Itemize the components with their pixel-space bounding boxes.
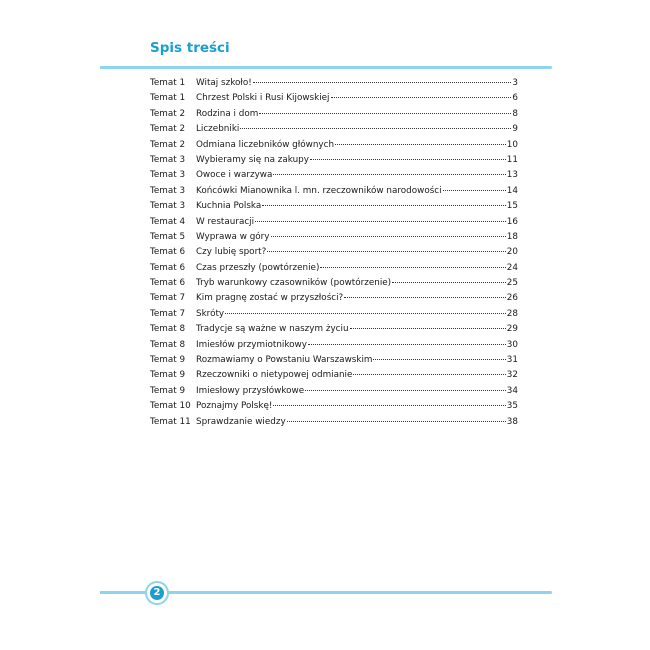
toc-title: Poznajmy Polskę!	[196, 401, 273, 412]
toc-topic: Temat 7	[150, 308, 186, 319]
toc-page: 10	[506, 139, 518, 150]
toc-row[interactable]	[150, 107, 518, 122]
toc-page: 32	[506, 370, 518, 381]
toc-page: 38	[506, 416, 518, 427]
toc-leader	[308, 344, 506, 345]
toc-row[interactable]	[150, 230, 518, 245]
toc-row[interactable]	[150, 368, 518, 383]
toc-leader	[253, 82, 512, 83]
toc-title: Imiesłów przymiotnikowy	[196, 339, 307, 350]
toc-title: Kuchnia Polska	[196, 201, 262, 212]
toc-page: 34	[506, 385, 518, 396]
toc-row[interactable]	[150, 291, 518, 306]
toc-row[interactable]	[150, 276, 518, 291]
toc-page: 18	[506, 231, 518, 242]
toc-page: 14	[506, 185, 518, 196]
toc-topic: Temat 3	[150, 185, 186, 196]
toc-topic: Temat 1	[150, 78, 186, 88]
toc-leader	[273, 405, 505, 406]
toc-row[interactable]	[150, 168, 518, 183]
toc-leader	[335, 144, 506, 145]
toc-page: 15	[506, 201, 518, 212]
toc-leader	[373, 359, 505, 360]
toc-leader	[273, 174, 505, 175]
toc-row[interactable]	[150, 76, 518, 91]
toc-leader	[259, 113, 511, 114]
toc-leader	[353, 374, 505, 375]
toc-leader	[344, 297, 506, 298]
toc-leader	[287, 421, 506, 422]
toc-topic: Temat 7	[150, 293, 186, 304]
toc-page: 8	[512, 108, 518, 119]
toc-row[interactable]	[150, 122, 518, 137]
toc-leader	[255, 221, 506, 222]
toc-row[interactable]	[150, 353, 518, 368]
toc-title: Odmiana liczebników głównych	[196, 139, 335, 150]
toc-topic: Temat 3	[150, 201, 186, 212]
toc-leader	[305, 390, 506, 391]
toc-page: 35	[506, 401, 518, 412]
toc-topic: Temat 9	[150, 355, 186, 366]
toc-row[interactable]	[150, 399, 518, 414]
toc-leader	[320, 267, 505, 268]
toc-page: 28	[506, 308, 518, 319]
toc-leader	[225, 313, 506, 314]
toc-title: Końcówki Mianownika l. mn. rzeczowników narodowości	[196, 185, 442, 196]
page-title: Spis treści	[150, 40, 230, 56]
toc-leader	[262, 205, 506, 206]
toc-leader	[443, 190, 506, 191]
toc-topic: Temat 2	[150, 108, 186, 119]
toc-title: Czy lubię sport?	[196, 247, 267, 258]
toc-title: Liczebniki	[196, 124, 240, 135]
toc-title: Tradycje są ważne w naszym życiu	[196, 324, 349, 335]
toc-title: Imiesłowy przysłówkowe	[196, 385, 305, 396]
toc-page: 3	[512, 78, 518, 88]
toc-title: Wybieramy się na zakupy	[196, 154, 309, 165]
toc-title: Chrzest Polski i Rusi Kijowskiej	[196, 93, 330, 104]
toc-topic: Temat 1	[150, 93, 186, 104]
toc-title: Czas przeszły (powtórzenie)	[196, 262, 320, 273]
toc-title: Kim pragnę zostać w przyszłości?	[196, 293, 344, 304]
toc-topic: Temat 8	[150, 339, 186, 350]
toc-title: Rzeczowniki o nietypowej odmianie	[196, 370, 353, 381]
toc-title: W restauracji	[196, 216, 255, 227]
toc-row[interactable]	[150, 215, 518, 230]
toc-page: 30	[506, 339, 518, 350]
toc-title: Sprawdzanie wiedzy	[196, 416, 286, 427]
toc-topic: Temat 2	[150, 124, 186, 135]
toc-row[interactable]	[150, 245, 518, 260]
page-number: 2	[150, 586, 164, 600]
table-of-contents	[150, 76, 518, 430]
toc-row[interactable]	[150, 138, 518, 153]
toc-topic: Temat 3	[150, 154, 186, 165]
toc-title: Skróty	[196, 308, 225, 319]
toc-title: Rodzina i dom	[196, 108, 259, 119]
toc-title: Witaj szkoło!	[196, 78, 252, 88]
toc-row[interactable]	[150, 153, 518, 168]
toc-leader	[271, 236, 506, 237]
toc-leader	[267, 251, 505, 252]
toc-topic: Temat 6	[150, 278, 186, 289]
toc-row[interactable]	[150, 415, 518, 430]
toc-page: 24	[506, 262, 518, 273]
toc-row[interactable]	[150, 199, 518, 214]
toc-page: 26	[506, 293, 518, 304]
toc-topic: Temat 8	[150, 324, 186, 335]
toc-topic: Temat 9	[150, 370, 186, 381]
toc-topic: Temat 9	[150, 385, 186, 396]
toc-title: Tryb warunkowy czasowników (powtórzenie)	[196, 278, 392, 289]
toc-page: 31	[506, 355, 518, 366]
toc-topic: Temat 5	[150, 231, 186, 242]
toc-leader	[240, 128, 511, 129]
header-rule	[100, 66, 552, 69]
toc-page: 29	[506, 324, 518, 335]
toc-row[interactable]	[150, 91, 518, 106]
toc-topic: Temat 2	[150, 139, 186, 150]
toc-topic: Temat 11	[150, 416, 191, 427]
toc-row[interactable]	[150, 261, 518, 276]
toc-title: Rozmawiamy o Powstaniu Warszawskim	[196, 355, 373, 366]
toc-topic: Temat 3	[150, 170, 186, 181]
toc-row[interactable]	[150, 338, 518, 353]
toc-title: Wyprawa w góry	[196, 231, 270, 242]
toc-row[interactable]	[150, 322, 518, 337]
toc-leader	[331, 97, 512, 98]
toc-page: 9	[512, 124, 518, 135]
toc-topic: Temat 6	[150, 262, 186, 273]
toc-page: 6	[512, 93, 518, 104]
toc-leader	[392, 282, 506, 283]
toc-topic: Temat 6	[150, 247, 186, 258]
toc-page: 20	[506, 247, 518, 258]
toc-row[interactable]	[150, 384, 518, 399]
toc-topic: Temat 4	[150, 216, 186, 227]
toc-page: 13	[506, 170, 518, 181]
page-number-badge	[145, 581, 169, 605]
toc-row[interactable]	[150, 307, 518, 322]
toc-page: 16	[506, 216, 518, 227]
toc-topic: Temat 10	[150, 401, 191, 412]
toc-leader	[350, 328, 506, 329]
toc-row[interactable]	[150, 184, 518, 199]
toc-title: Owoce i warzywa	[196, 170, 273, 181]
toc-leader	[310, 159, 506, 160]
toc-page: 11	[506, 154, 518, 165]
toc-page: 25	[506, 278, 518, 289]
